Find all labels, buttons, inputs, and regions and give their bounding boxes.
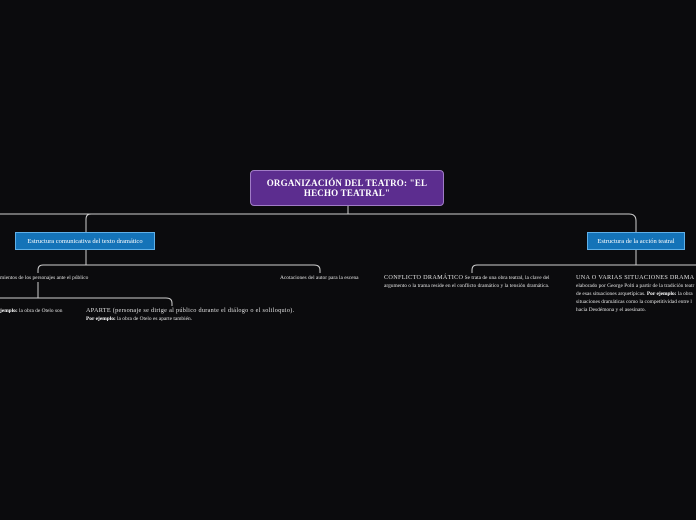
leaf-text: la obra de Otelo son — [17, 308, 63, 314]
subtopic-personajes[interactable] — [0, 274, 88, 282]
topic-label: Estructura comunicativa del texto dramático — [27, 237, 143, 245]
leaf-line: APARTE (personaje se dirige al público durante el diálogo o el soliloquio). — [86, 307, 295, 314]
subtopic-text: hacia Desdémona y el asesinato. — [576, 307, 646, 313]
subtopic-text: elaborado por George Polti a partir de la tradición teatr — [576, 283, 695, 289]
topic-estructura-comunicativa[interactable] — [15, 232, 155, 250]
subtopic-bold: Por ejemplo: — [646, 291, 677, 297]
subtopic-label: Acotaciones del autor para la escena — [280, 275, 359, 281]
topic-estructura-accion[interactable] — [587, 232, 685, 250]
subtopic-text: argumento o la trama reside en el conflicto dramático y la tensión dramática. — [384, 283, 550, 289]
leaf-text: la obra de Otelo es aparte también. — [115, 316, 193, 322]
subtopic-text: la obra — [676, 291, 693, 297]
leaf-ejemplo-otelo[interactable] — [0, 307, 62, 315]
subtopic-label: mientos de los personajes ante el público — [0, 275, 89, 281]
subtopic-text: situaciones dramáticas como la competitividad entre l — [576, 299, 692, 305]
subtopic-situaciones[interactable] — [576, 274, 694, 314]
root-title: ORGANIZACIÓN DEL TEATRO: "EL HECHO TEATRAL" — [266, 178, 428, 198]
subtopic-title: UNA O VARIAS SITUACIONES DRAMA — [576, 274, 695, 281]
leaf-aparte[interactable] — [86, 307, 295, 323]
leaf-bold: jemplo: — [0, 308, 18, 314]
topic-label: Estructura de la acción teatral — [597, 237, 675, 245]
subtopic-text: Se trata de una obra teatral, la clave del — [463, 275, 550, 281]
subtopic-acotaciones[interactable] — [280, 274, 359, 282]
leaf-bold: Por ejemplo: — [86, 316, 116, 322]
root-node[interactable] — [250, 170, 444, 206]
subtopic-text: de esas situaciones arquetípicas. — [576, 291, 646, 297]
subtopic-conflicto[interactable] — [384, 274, 550, 290]
subtopic-title: CONFLICTO DRAMÁTICO — [384, 274, 464, 281]
